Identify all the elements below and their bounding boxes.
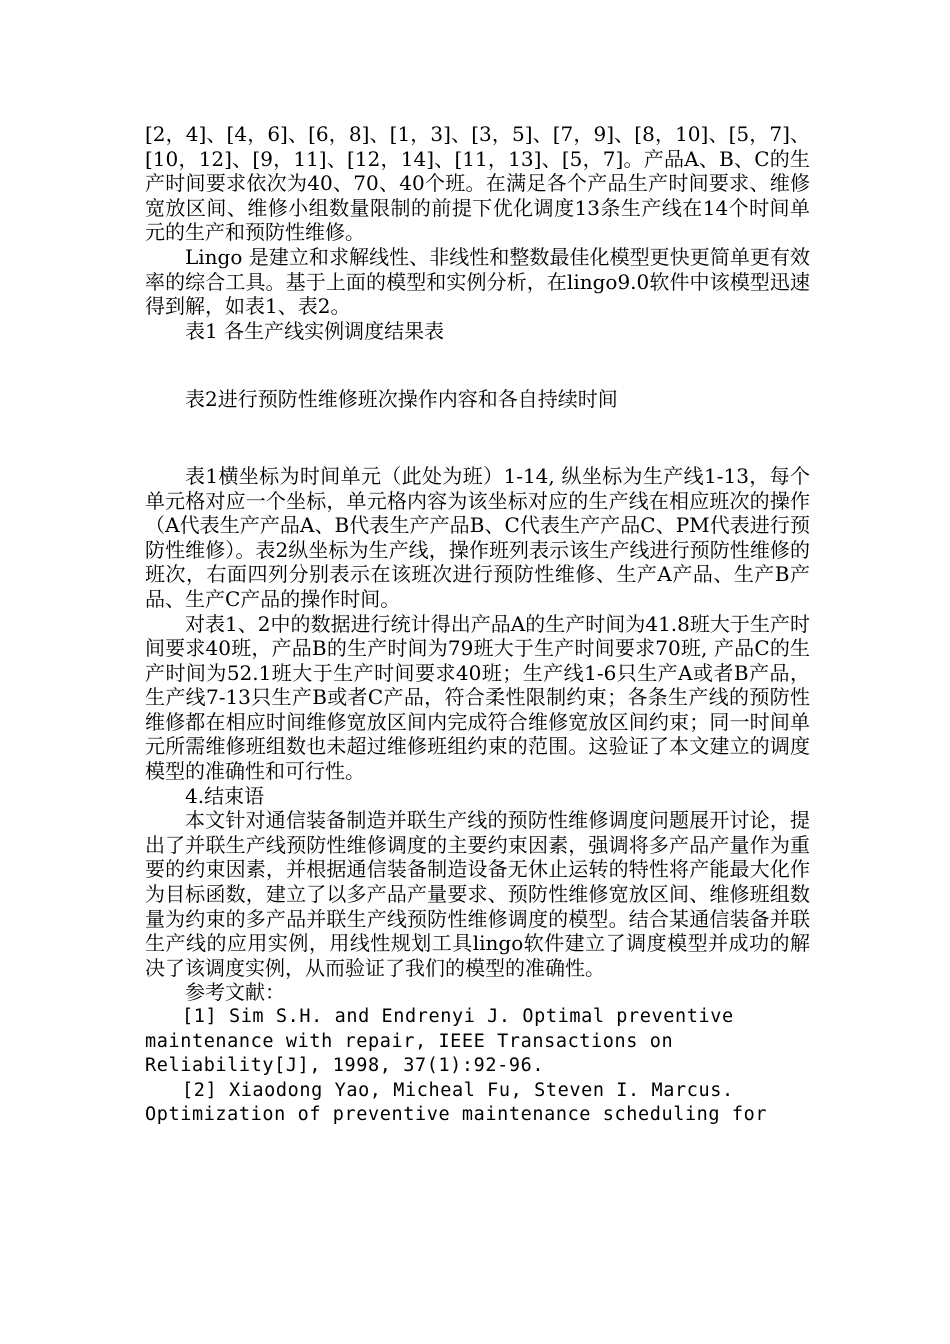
table1-placeholder xyxy=(145,343,810,387)
table2-caption: 表2进行预防性维修班次操作内容和各自持续时间 xyxy=(185,387,618,412)
paragraph-lingo: Lingo 是建立和求解线性、非线性和整数最佳化模型更快更简单更有效率的综合工具。基于上面的模型和实例分析，在lingo9.0软件中该模型迅速得到解，如表1、表2。 xyxy=(145,244,810,319)
section-heading-conclusion: 4.结束语 xyxy=(185,783,265,808)
document-body xyxy=(145,122,810,1128)
reference-item-1: [1] Sim S.H. and Endrenyi J. Optimal preventive maintenance with repair, IEEE Transactions on Reliability[J], 1998, 37(1):92-96. xyxy=(145,1006,734,1077)
table2-placeholder xyxy=(145,412,810,464)
table1-caption: 表1 各生产线实例调度结果表 xyxy=(185,318,445,343)
paragraph-conclusion: 本文针对通信装备制造并联生产线的预防性维修调度问题展开讨论，提出了并联生产线预防性维修调度的主要约束因素，强调将多产品产量作为重要的约束因素，并根据通信装备制造设备无休止运转的特性将产能最大化作为目标函数，建立了以多产品产量要求、预防性维修宽放区间、维修班组数量为约束的多产品并联生产线预防性维修调度的模型。结合某通信装备并联生产线的应用实例，用线性规划工具lingo软件建立了调度模型并成功的解决了该调度实例，从而验证了我们的模型的准确性。 xyxy=(145,808,810,980)
paragraph-statistics: 对表1、2中的数据进行统计得出产品A的生产时间为41.8班大于生产时间要求40班，产品B的生产时间为79班大于生产时间要求70班, 产品C的生产时间为52.1班大于生产时间要求40班；生产线1-6只生产A或者B产品，生产线7-13只生产B或者C产品，符合柔性限制约束；各条生产线的预防性维修都在相应时间维修宽放区间内完成符合维修宽放区间约束；同一时间单元所需维修班组数也未超过维修班组约束的范围。这验证了本文建立的调度模型的准确性和可行性。 xyxy=(145,611,810,784)
reference-item-2: [2] Xiaodong Yao, Micheal Fu, Steven I. Marcus. Optimization of preventive maintenance scheduling for xyxy=(145,1079,768,1126)
references-heading: 参考文献： xyxy=(185,980,285,1005)
paragraph-intervals: [2，4]、[4，6]、[6，8]、[1，3]、[3，5]、[7，9]、[8，10]、[5，7]、[10，12]、[9，11]、[12，14]、[11，13]、[5，7]。产品A、B、C的生产时间要求依次为40、70、40个班。在满足各个产品生产时间要求、维修宽放区间、维修小组数量限制的前提下优化调度13条生产线在14个时间单元的生产和预防性维修。 xyxy=(145,122,810,245)
paragraph-table-explanation: 表1横坐标为时间单元（此处为班）1-14, 纵坐标为生产线1-13，每个单元格对应一个坐标，单元格内容为该坐标对应的生产线在相应班次的操作（A代表生产产品A、B代表生产产品B、C代表生产产品C、PM代表进行预防性维修）。表2纵坐标为生产线，操作班列表示该生产线进行预防性维修的班次，右面四列分别表示在该班次进行预防性维修、生产A产品、生产B产品、生产C产品的操作时间。 xyxy=(145,463,810,611)
